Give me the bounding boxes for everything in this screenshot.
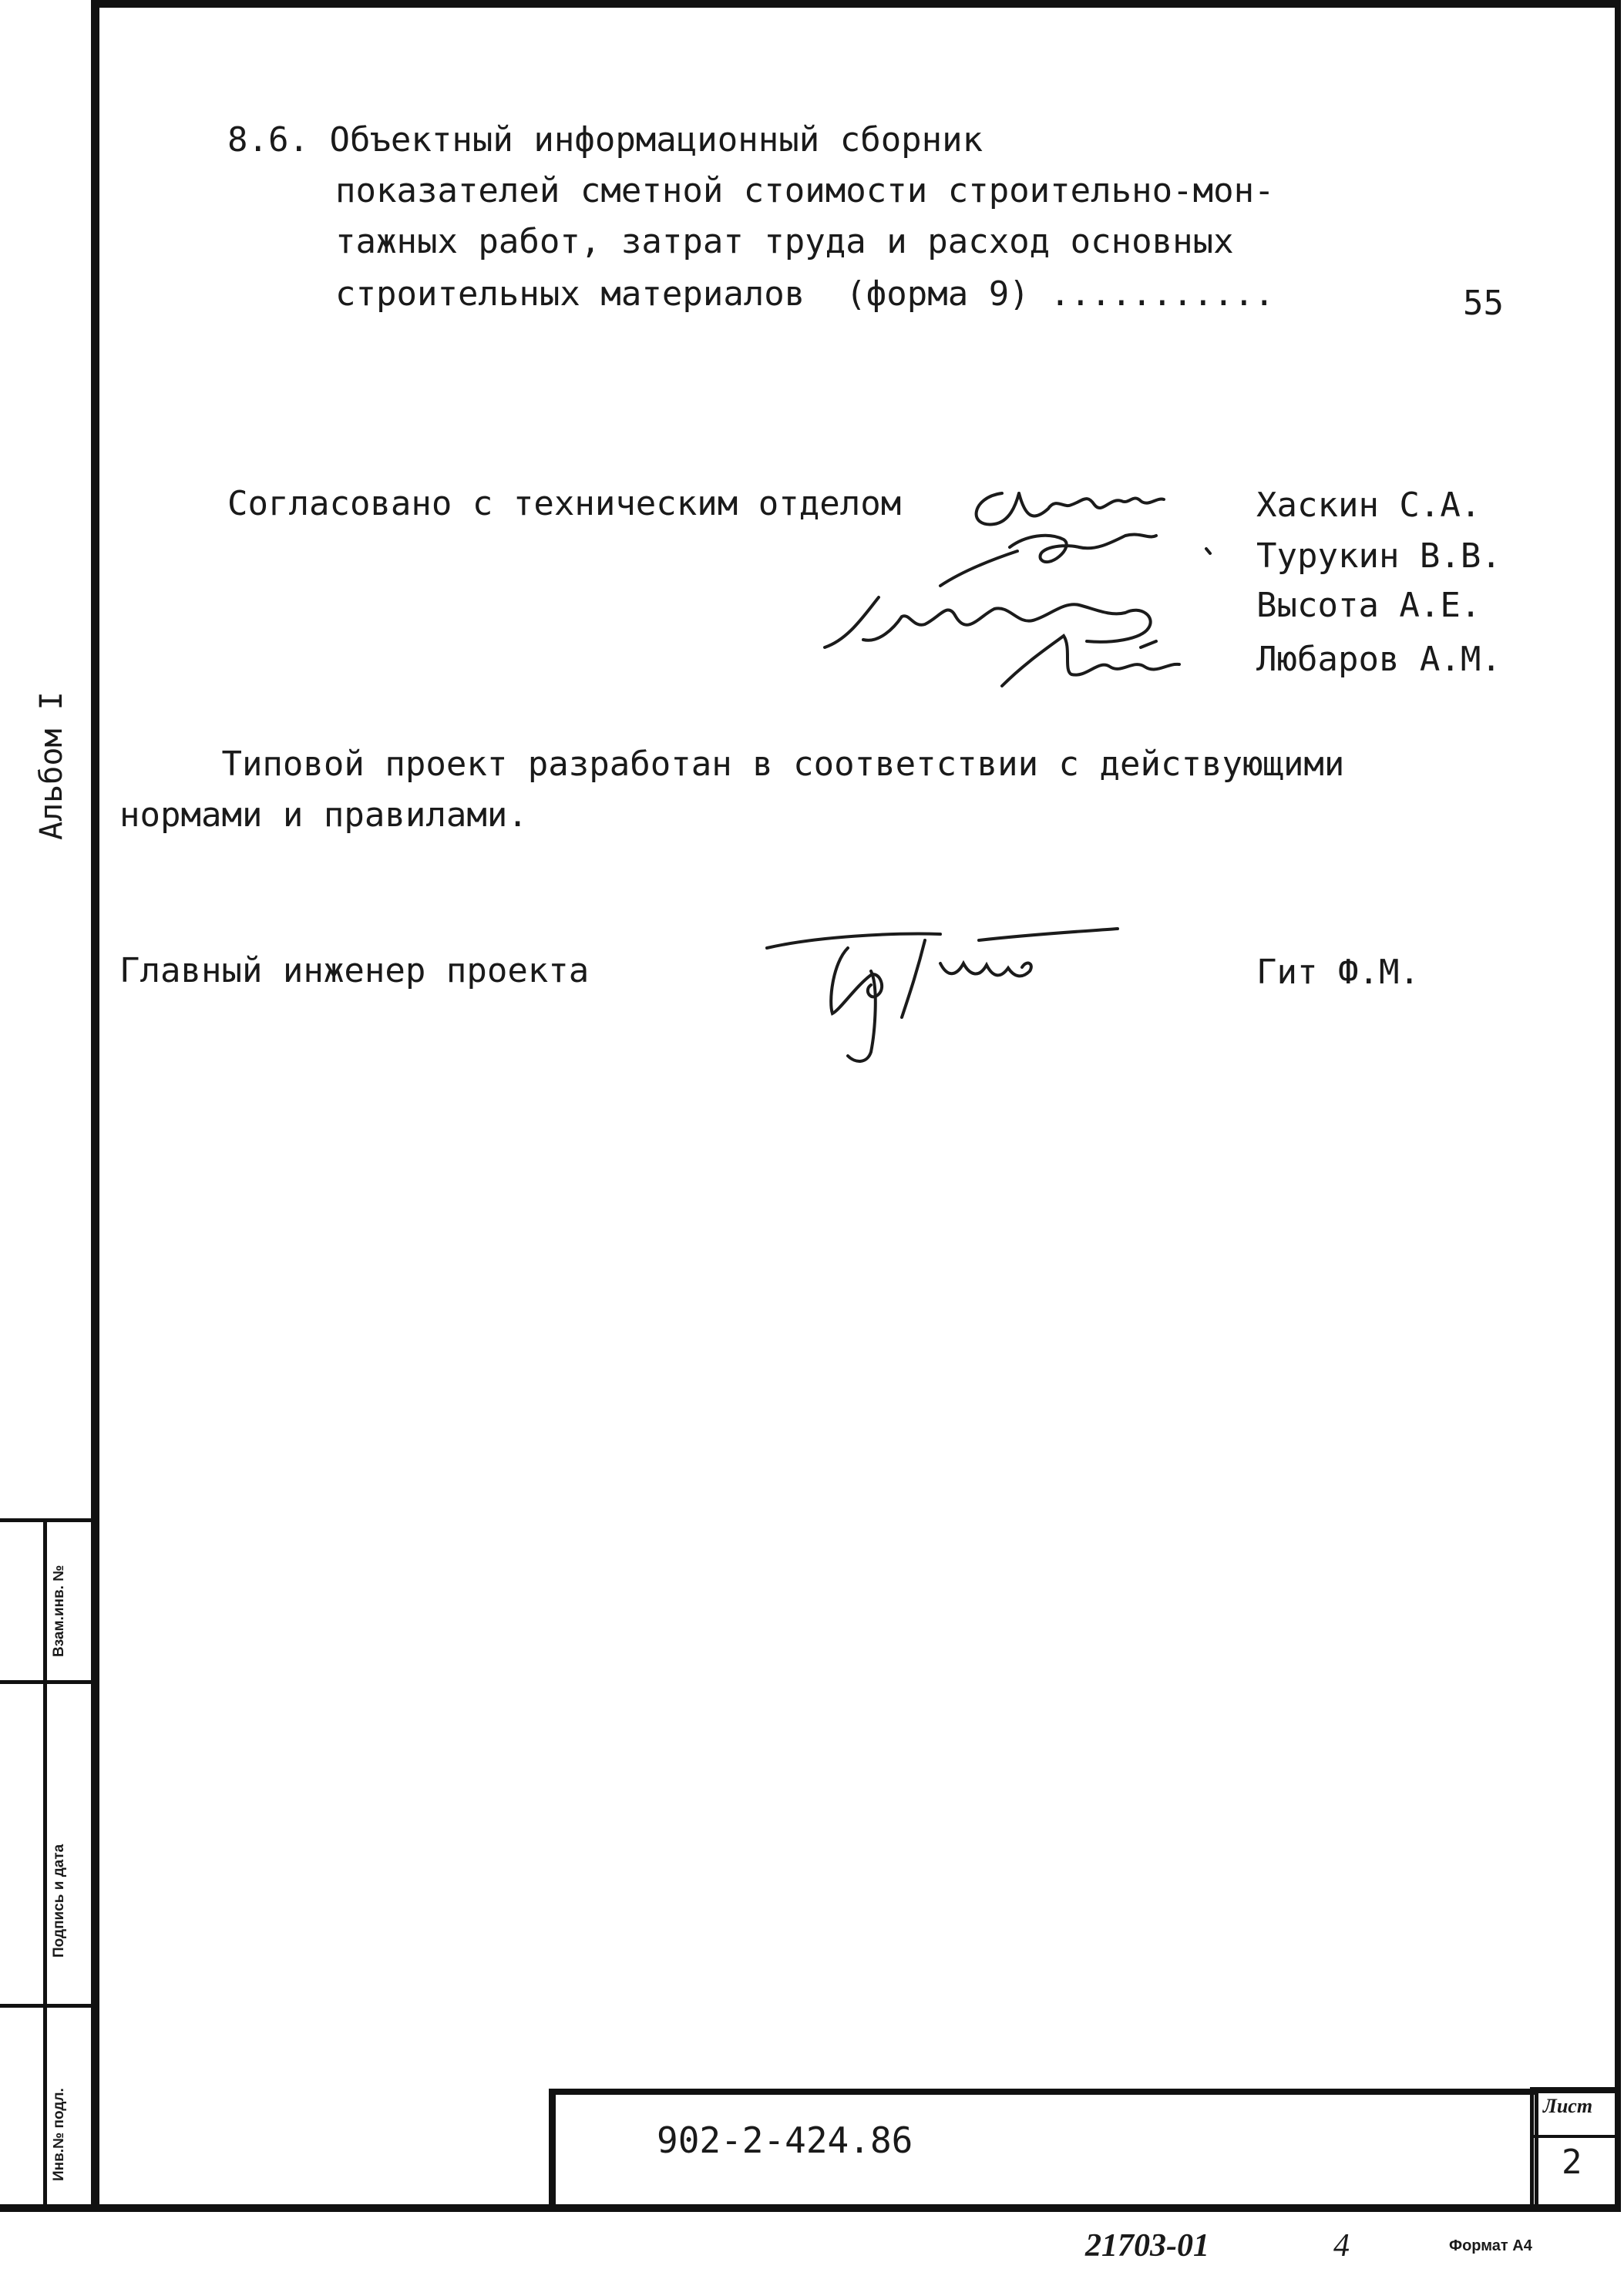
toc-line-4: строительных материалов (форма 9) ........... <box>335 274 1275 314</box>
signature-vysota <box>825 597 1151 647</box>
frame-right-border <box>1615 0 1621 2212</box>
sheet-cell-divider <box>1534 2135 1615 2138</box>
album-label: Альбом I <box>34 691 69 840</box>
frame-left-border <box>91 0 99 2212</box>
toc-line-2: показателей сметной стоимости строительно-мон- <box>335 171 1275 210</box>
paper-format: Формат А4 <box>1449 2237 1532 2254</box>
approval-name-3: Высота А.Е. <box>1256 586 1481 625</box>
sheet-number: 2 <box>1562 2143 1582 2182</box>
margin-label-replacement: Взам.инв. № <box>51 1565 67 1657</box>
approval-name-2: Турукин В.В. <box>1256 536 1501 576</box>
toc-line-3: тажных работ, затрат труда и расход основных <box>335 222 1234 261</box>
drawing-code: 902-2-424.86 <box>657 2119 913 2161</box>
approval-label: Согласовано с техническим отделом <box>227 484 902 523</box>
toc-line-1: 8.6. Объектный информационный сборник <box>227 120 983 160</box>
chief-engineer-signature <box>755 917 1125 1071</box>
signature-haskin <box>977 493 1164 524</box>
toc-page-number: 55 <box>1463 284 1504 323</box>
order-number: 21703-01 <box>1085 2228 1209 2264</box>
footer-sheet-number: 4 <box>1333 2228 1350 2264</box>
margin-column-divider <box>43 1518 47 2212</box>
margin-label-signature: Подпись и дата <box>51 1844 67 1958</box>
chief-engineer-name: Гит Ф.М. <box>1256 953 1420 992</box>
signature-lyubarov <box>1002 636 1179 686</box>
statement-line-1: Типовой проект разработан в соответствии с действующими <box>119 745 1345 784</box>
statement-line-2: нормами и правилами. <box>119 795 528 835</box>
approval-name-1: Хаскин С.А. <box>1256 486 1481 525</box>
signature-turukin <box>940 535 1210 586</box>
approval-signatures <box>817 462 1249 701</box>
frame-top-border <box>99 0 1621 8</box>
sheet-label: Лист <box>1543 2095 1593 2117</box>
approval-name-4: Любаров А.М. <box>1256 640 1501 679</box>
chief-engineer-label: Главный инженер проекта <box>119 951 590 990</box>
margin-label-original: Инв.№ подл. <box>51 2088 67 2181</box>
